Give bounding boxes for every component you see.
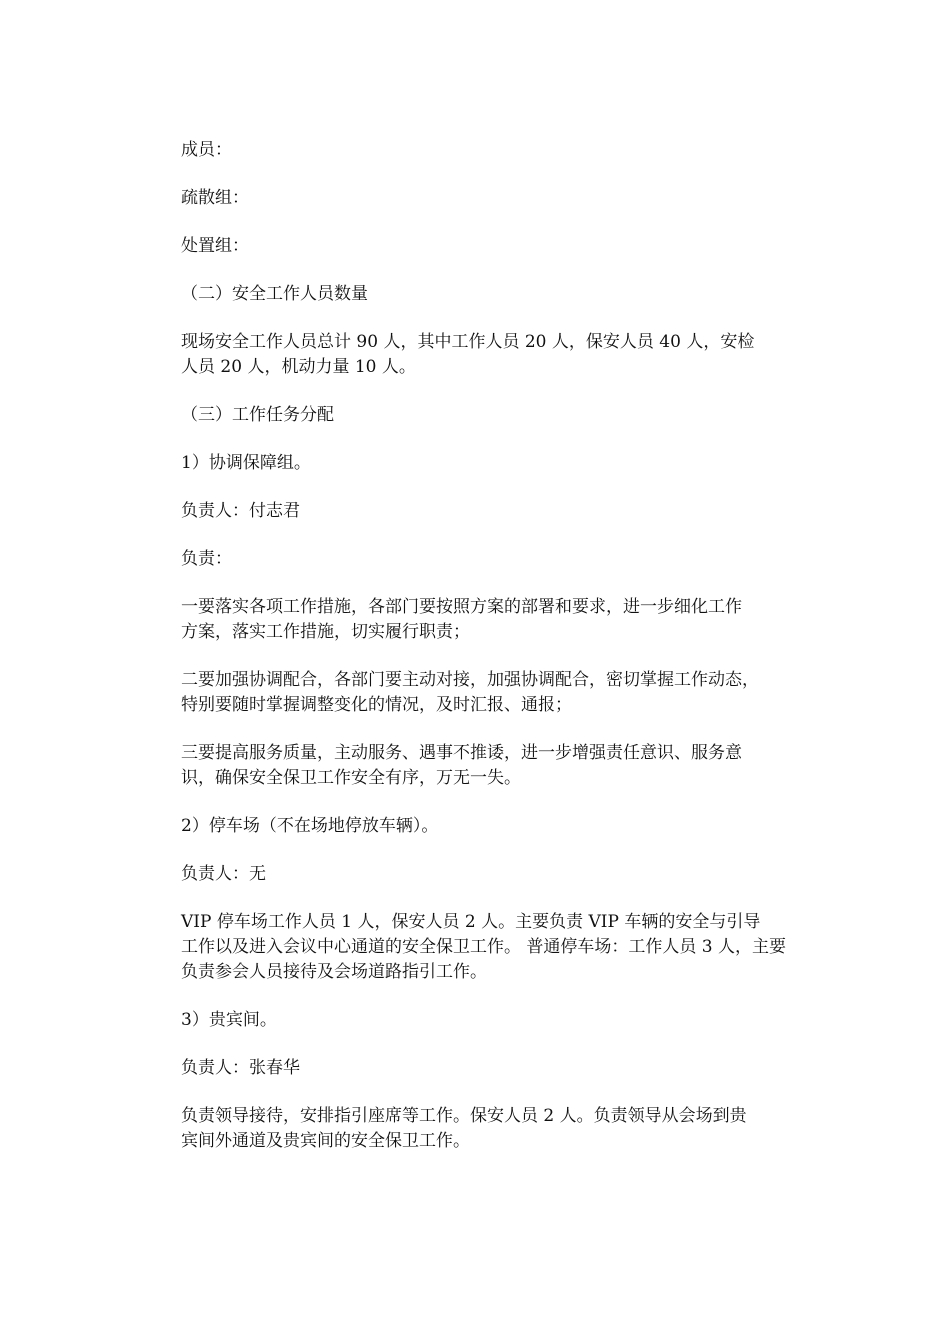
text-line: 1）协调保障组。: [181, 453, 311, 473]
paragraph-person-in-charge-3: [145, 1056, 807, 1081]
text-line: 二要加强协调配合，各部门要主动对接，加强协调配合，密切掌握工作动态，: [181, 670, 759, 690]
paragraph-staff-count: [145, 330, 807, 380]
paragraph-responsibility-label: [145, 547, 807, 572]
text-line: 疏散组：: [181, 188, 249, 208]
text-line: 负责人：张春华: [181, 1058, 300, 1078]
text-line: 处置组：: [181, 236, 249, 256]
text-line: 工作以及进入会议中心通道的安全保卫工作。 普通停车场：工作人员 3 人，主要: [181, 937, 787, 957]
text-line: 负责人：付志君: [181, 501, 300, 521]
text-line: 三要提高服务质量，主动服务、遇事不推诿，进一步增强责任意识、服务意: [181, 743, 742, 763]
text-line: （二）安全工作人员数量: [181, 284, 368, 304]
text-line: 特别要随时掌握调整变化的情况，及时汇报、通报；: [181, 695, 572, 715]
text-line: 方案，落实工作措施，切实履行职责；: [181, 622, 470, 642]
paragraph-duty-one: [145, 595, 807, 645]
text-line: 成员：: [181, 140, 232, 160]
paragraph-duty-three: [145, 741, 807, 791]
text-line: 一要落实各项工作措施，各部门要按照方案的部署和要求，进一步细化工作: [181, 597, 742, 617]
paragraph-disposal-group: [145, 234, 807, 259]
text-line: 2）停车场（不在场地停放车辆）。: [181, 816, 439, 836]
text-line: 负责：: [181, 549, 232, 569]
text-line: 识，确保安全保卫工作安全有序，万无一失。: [181, 768, 521, 788]
text-line: 负责人：无: [181, 864, 266, 884]
text-line: 负责领导接待，安排指引座席等工作。保安人员 2 人。负责领导从会场到贵: [181, 1106, 747, 1126]
text-line: 现场安全工作人员总计 90 人，其中工作人员 20 人，保安人员 40 人，安检: [181, 332, 755, 352]
text-line: 人员 20 人，机动力量 10 人。: [181, 357, 416, 377]
text-line: 宾间外通道及贵宾间的安全保卫工作。: [181, 1131, 470, 1151]
subheading-coordination-group: [145, 451, 807, 476]
text-line: 负责参会人员接待及会场道路指引工作。: [181, 962, 487, 982]
document-body: [145, 138, 807, 1177]
paragraph-person-in-charge-1: [145, 499, 807, 524]
paragraph-duty-two: [145, 668, 807, 718]
text-line: VIP 停车场工作人员 1 人，保安人员 2 人。主要负责 VIP 车辆的安全与引导: [181, 912, 761, 932]
text-line: 3）贵宾间。: [181, 1010, 277, 1030]
subheading-parking: [145, 814, 807, 839]
paragraph-vip-room-details: [145, 1104, 807, 1154]
paragraph-evacuation-group: [145, 186, 807, 211]
section-heading-task-assignment: [145, 403, 807, 428]
text-line: （三）工作任务分配: [181, 405, 334, 425]
section-heading-staff-count: [145, 282, 807, 307]
paragraph-members: [145, 138, 807, 163]
subheading-vip-room: [145, 1008, 807, 1033]
paragraph-person-in-charge-2: [145, 862, 807, 887]
paragraph-parking-details: [145, 910, 807, 985]
